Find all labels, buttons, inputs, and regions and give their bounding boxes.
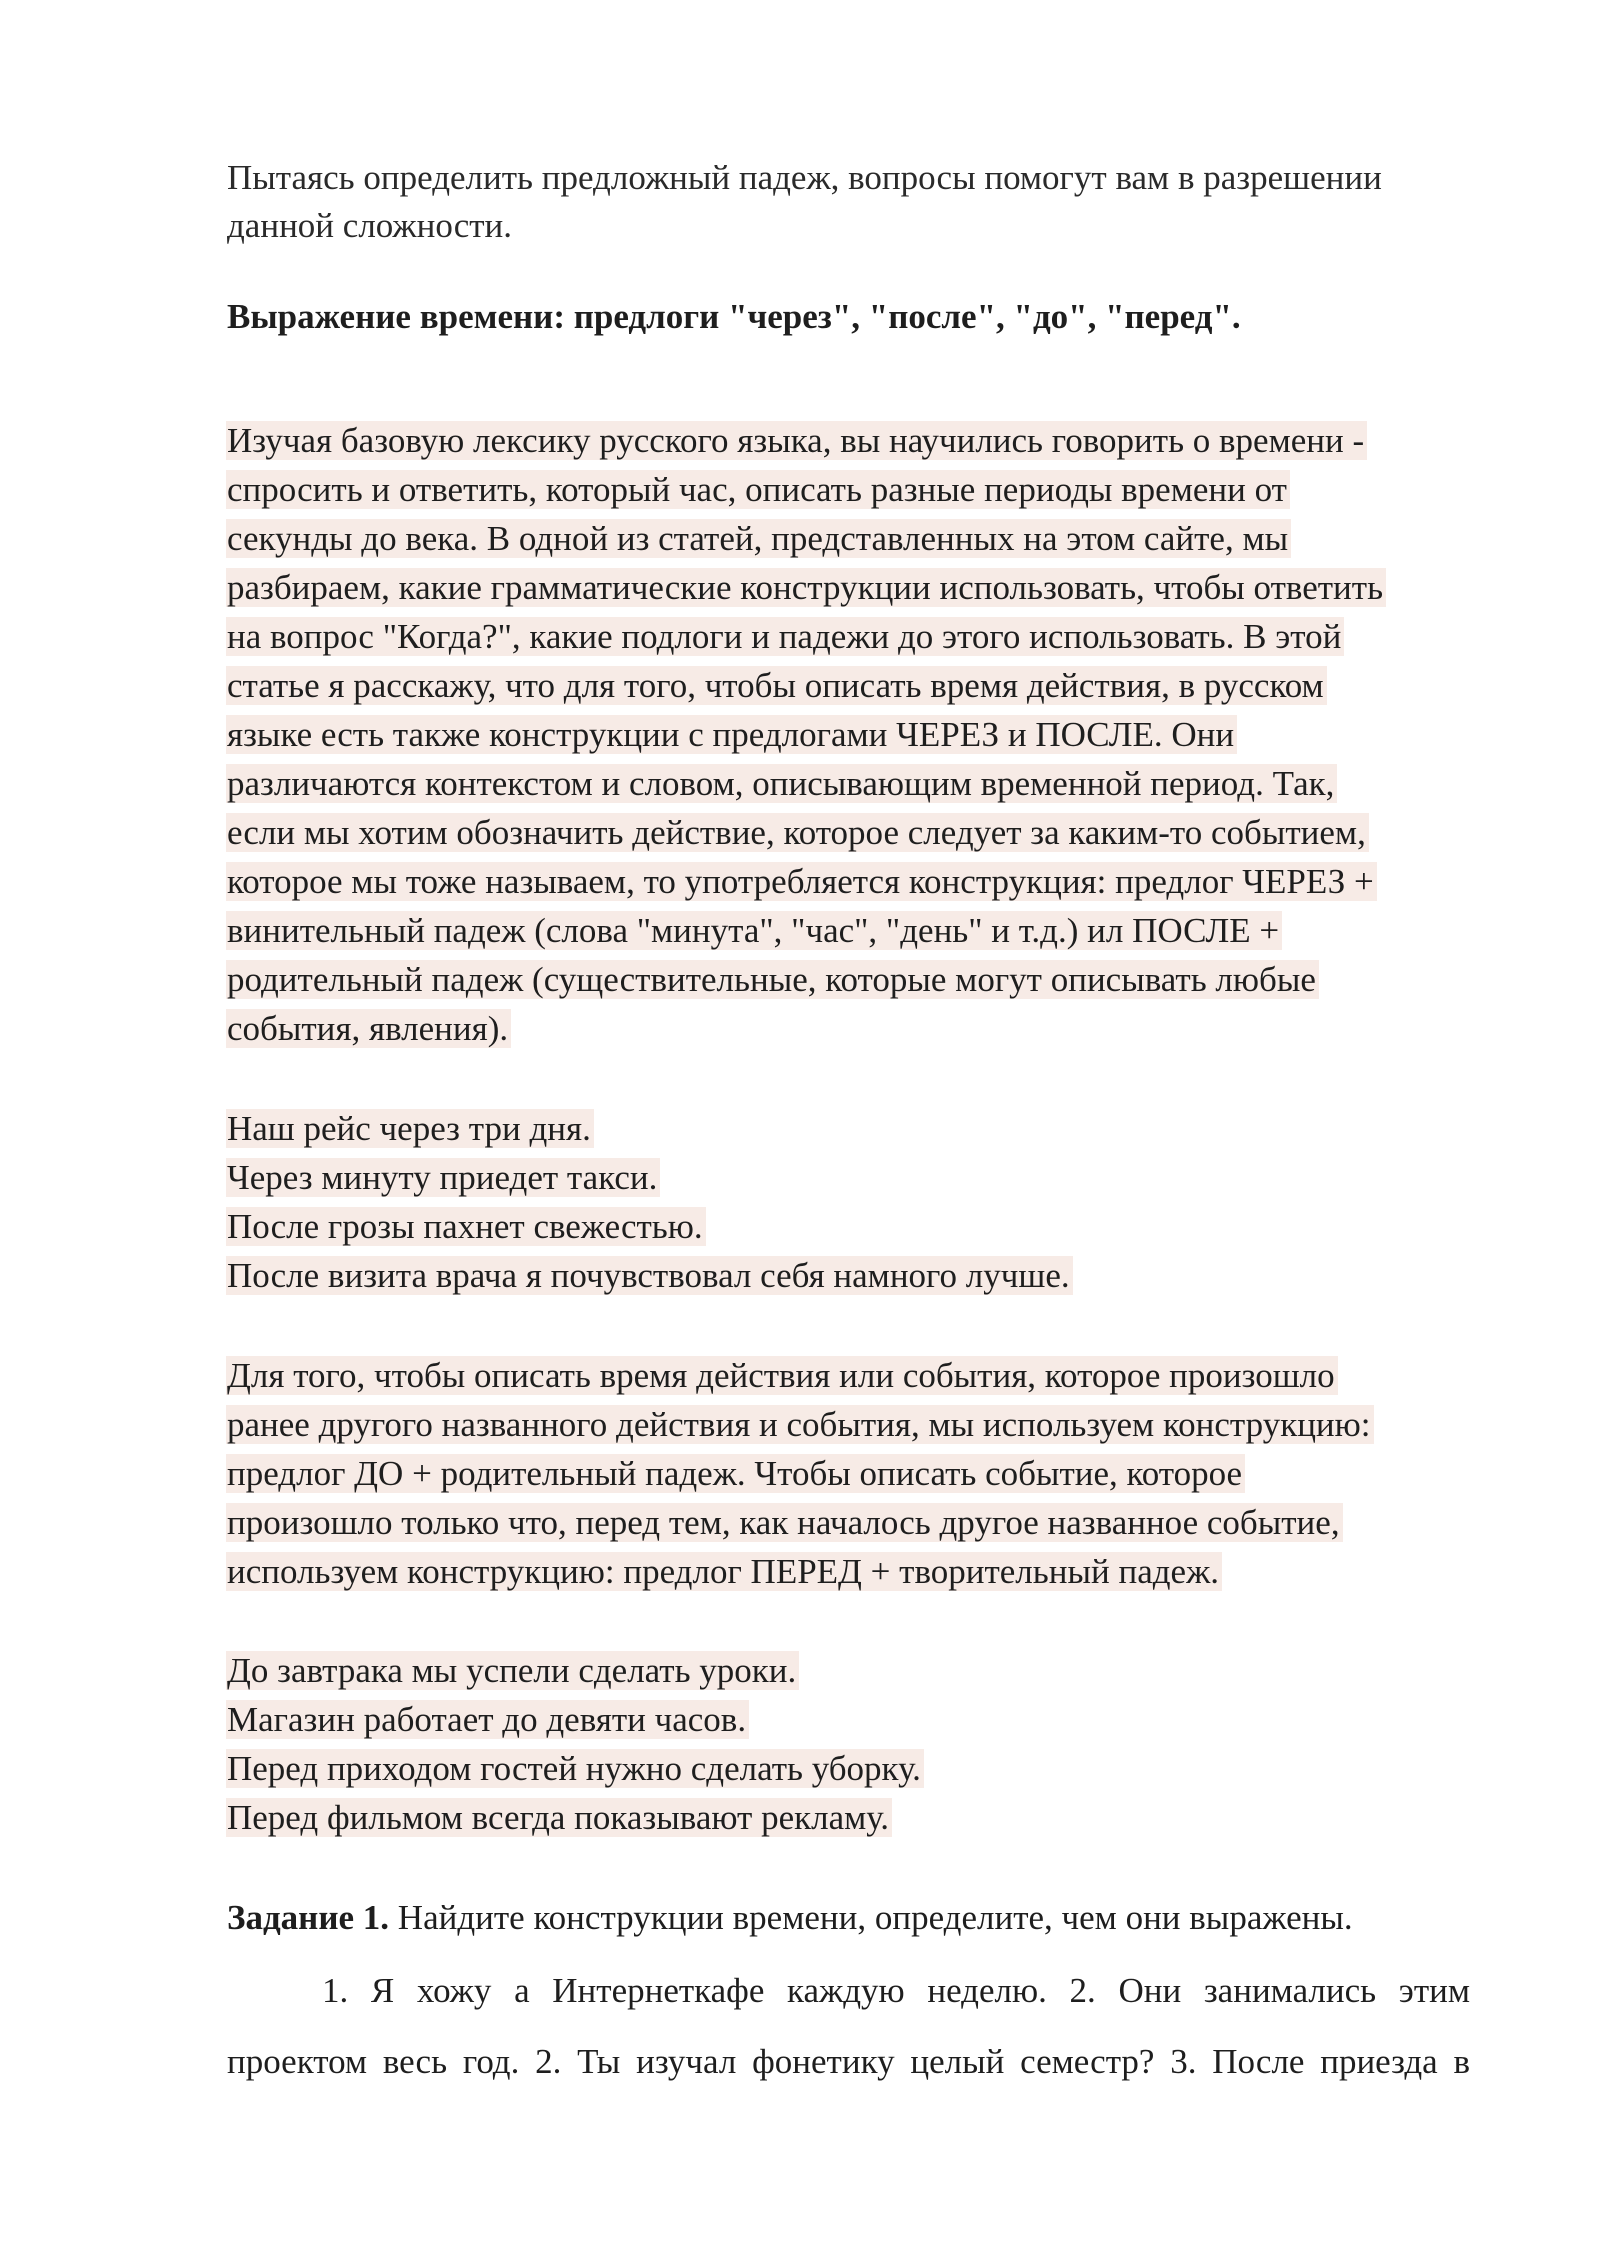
task-text: Найдите конструкции времени, определите, чем они выражены. bbox=[389, 1898, 1353, 1937]
paragraph-line bbox=[227, 1351, 1338, 1400]
example-text: Перед фильмом всегда показывают рекламу. bbox=[226, 1798, 892, 1837]
paragraph-text: Изучая базовую лексику русского языка, вы научились говорить о времени - bbox=[226, 421, 1367, 460]
paragraph-line bbox=[227, 808, 1369, 857]
paragraph-text: если мы хотим обозначить действие, которое следует за каким-то событием, bbox=[226, 813, 1369, 852]
example-text: Перед приходом гостей нужно сделать уборку. bbox=[226, 1749, 924, 1788]
example-line bbox=[227, 1202, 706, 1251]
paragraph-line bbox=[227, 1400, 1374, 1449]
task-line bbox=[227, 1893, 1353, 1942]
example-line bbox=[227, 1793, 892, 1842]
paragraph-line bbox=[227, 612, 1344, 661]
paragraph-text: которое мы тоже называем, то употребляется конструкция: предлог ЧЕРЕЗ + bbox=[226, 862, 1377, 901]
paragraph-text: спросить и ответить, который час, описать разные периоды времени от bbox=[226, 470, 1290, 509]
paragraph-line bbox=[227, 1498, 1343, 1547]
intro-line: данной сложности. bbox=[227, 206, 513, 245]
example-line bbox=[227, 1744, 924, 1793]
paragraph-line bbox=[227, 416, 1367, 465]
paragraph-line bbox=[227, 1004, 511, 1053]
section-heading: Выражение времени: предлоги "через", "после", "до", "перед". bbox=[227, 297, 1241, 336]
paragraph-line bbox=[227, 906, 1282, 955]
paragraph-line bbox=[227, 857, 1377, 906]
paragraph-text: ранее другого названного действия и события, мы используем конструкцию: bbox=[226, 1405, 1374, 1444]
paragraph-text: используем конструкцию: предлог ПЕРЕД + творительный падеж. bbox=[226, 1552, 1222, 1591]
example-line bbox=[227, 1104, 594, 1153]
example-text: После визита врача я почувствовал себя намного лучше. bbox=[226, 1256, 1073, 1295]
example-text: Наш рейс через три дня. bbox=[226, 1109, 594, 1148]
paragraph-text: разбираем, какие грамматические конструкции использовать, чтобы ответить bbox=[226, 568, 1386, 607]
paragraph-line bbox=[227, 563, 1386, 612]
paragraph-line bbox=[227, 759, 1337, 808]
paragraph-line bbox=[227, 514, 1291, 563]
task-label: Задание 1. bbox=[227, 1898, 390, 1937]
example-line bbox=[227, 1153, 660, 1202]
paragraph-text: события, явления). bbox=[226, 1009, 511, 1048]
intro-line: Пытаясь определить предложный падеж, вопросы помогут вам в разрешении bbox=[227, 158, 1382, 197]
paragraph-text: статье я расскажу, что для того, чтобы описать время действия, в русском bbox=[226, 666, 1327, 705]
example-text: Через минуту приедет такси. bbox=[226, 1158, 660, 1197]
paragraph-line bbox=[227, 1449, 1245, 1498]
paragraph-line bbox=[227, 710, 1237, 759]
example-line bbox=[227, 1646, 799, 1695]
paragraph-line bbox=[227, 661, 1327, 710]
paragraph-text: родительный падеж (существительные, которые могут описывать любые bbox=[226, 960, 1319, 999]
paragraph-text: произошло только что, перед тем, как началось другое названное событие, bbox=[226, 1503, 1343, 1542]
exercise-line: проектом весь год. 2. Ты изучал фонетику целый семестр? 3. После приезда в bbox=[227, 2042, 1470, 2081]
example-text: После грозы пахнет свежестью. bbox=[226, 1207, 706, 1246]
paragraph-line bbox=[227, 955, 1319, 1004]
paragraph-text: винительный падеж (слова "минута", "час", "день" и т.д.) ил ПОСЛЕ + bbox=[226, 911, 1282, 950]
paragraph-text: предлог ДО + родительный падеж. Чтобы описать событие, которое bbox=[226, 1454, 1245, 1493]
paragraph-text: Для того, чтобы описать время действия или события, которое произошло bbox=[226, 1356, 1338, 1395]
example-line bbox=[227, 1251, 1073, 1300]
exercise-line: 1. Я хожу а Интернеткафе каждую неделю. 2. Они занимались этим bbox=[322, 1971, 1470, 2010]
paragraph-text: секунды до века. В одной из статей, представленных на этом сайте, мы bbox=[226, 519, 1291, 558]
paragraph-text: различаются контекстом и словом, описывающим временной период. Так, bbox=[226, 764, 1337, 803]
example-text: До завтрака мы успели сделать уроки. bbox=[226, 1651, 799, 1690]
paragraph-line bbox=[227, 465, 1290, 514]
paragraph-text: языке есть также конструкции с предлогами ЧЕРЕЗ и ПОСЛЕ. Они bbox=[226, 715, 1237, 754]
example-line bbox=[227, 1695, 749, 1744]
example-text: Магазин работает до девяти часов. bbox=[226, 1700, 749, 1739]
paragraph-line bbox=[227, 1547, 1222, 1596]
paragraph-text: на вопрос "Когда?", какие подлоги и падежи до этого использовать. В этой bbox=[226, 617, 1344, 656]
